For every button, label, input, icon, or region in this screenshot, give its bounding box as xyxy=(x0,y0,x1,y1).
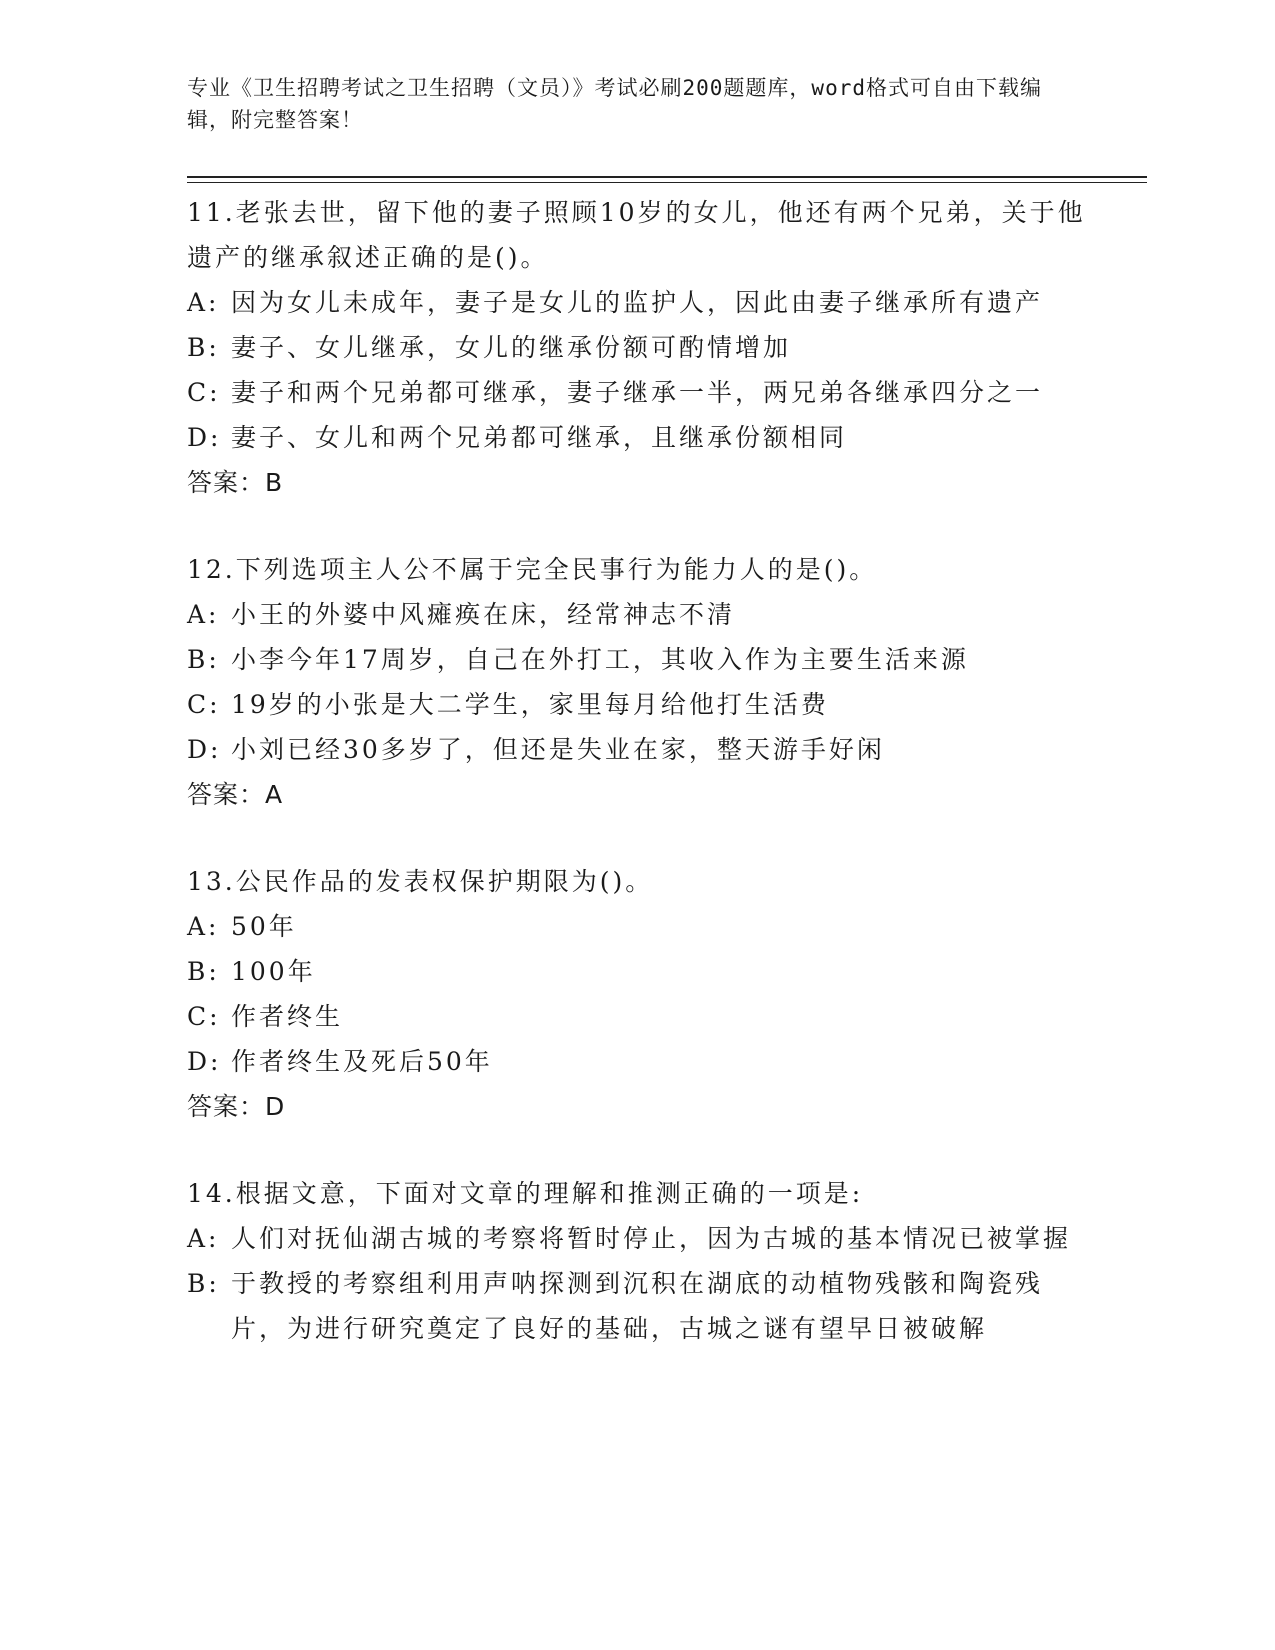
question-14 xyxy=(187,1171,1087,1351)
option-text: 100年 xyxy=(231,957,316,986)
option-letter: B: xyxy=(187,645,220,674)
option-text: 作者终生及死后50年 xyxy=(231,1047,493,1076)
option-text: 50年 xyxy=(231,912,297,941)
option-text: 妻子、女儿和两个兄弟都可继承，且继承份额相同 xyxy=(231,423,848,452)
answer-line: 答案：B xyxy=(187,468,284,497)
option-c xyxy=(187,370,1087,415)
option-letter: C: xyxy=(187,690,221,719)
option-letter: A: xyxy=(187,600,220,629)
option-a xyxy=(187,904,1087,949)
option-letter: D: xyxy=(187,423,222,452)
question-12 xyxy=(187,547,1087,817)
question-stem: 13.公民作品的发表权保护期限为()。 xyxy=(187,867,654,896)
option-letter: B: xyxy=(187,1269,220,1298)
option-d xyxy=(187,1039,1087,1084)
option-letter: A: xyxy=(187,1224,220,1253)
option-text: 因为女儿未成年，妻子是女儿的监护人，因此由妻子继承所有遗产 xyxy=(231,288,1044,317)
option-b xyxy=(187,637,1087,682)
option-letter: A: xyxy=(187,912,220,941)
option-letter: C: xyxy=(187,378,221,407)
option-text: 小王的外婆中风瘫痪在床，经常神志不清 xyxy=(231,600,736,629)
document-header-title: 专业《卫生招聘考试之卫生招聘（文员）》考试必刷200题题库，word格式可自由下载编辑，附完整答案！ xyxy=(187,76,1042,132)
option-letter: D: xyxy=(187,735,222,764)
option-text: 于教授的考察组利用声呐探测到沉积在湖底的动植物残骸和陶瓷残片，为进行研究奠定了良好的基础，古城之谜有望早日被破解 xyxy=(231,1269,1044,1343)
option-letter: C: xyxy=(187,1002,221,1031)
header-divider xyxy=(187,176,1147,178)
option-text: 妻子、女儿继承，女儿的继承份额可酌情增加 xyxy=(231,333,792,362)
question-stem: 14.根据文意，下面对文章的理解和推测正确的一项是: xyxy=(187,1179,864,1208)
option-letter: A: xyxy=(187,288,220,317)
option-b xyxy=(187,325,1087,370)
answer-line: 答案：D xyxy=(187,1092,286,1121)
option-b xyxy=(187,1261,1087,1351)
question-11 xyxy=(187,190,1087,505)
option-d xyxy=(187,727,1087,772)
option-text: 19岁的小张是大二学生，家里每月给他打生活费 xyxy=(231,690,829,719)
option-text: 小刘已经30多岁了，但还是失业在家，整天游手好闲 xyxy=(231,735,885,764)
option-a xyxy=(187,280,1087,325)
option-a xyxy=(187,592,1087,637)
option-letter: D: xyxy=(187,1047,222,1076)
option-text: 人们对抚仙湖古城的考察将暂时停止，因为古城的基本情况已被掌握 xyxy=(231,1224,1072,1253)
option-b xyxy=(187,949,1087,994)
option-a xyxy=(187,1216,1087,1261)
question-stem: 12.下列选项主人公不属于完全民事行为能力人的是()。 xyxy=(187,555,878,584)
option-c xyxy=(187,994,1087,1039)
option-text: 作者终生 xyxy=(231,1002,344,1031)
option-text: 小李今年17周岁，自己在外打工，其收入作为主要生活来源 xyxy=(231,645,969,674)
question-stem: 11.老张去世，留下他的妻子照顾10岁的女儿，他还有两个兄弟，关于他遗产的继承叙述正确的是()。 xyxy=(187,198,1086,272)
question-13 xyxy=(187,859,1087,1129)
option-letter: B: xyxy=(187,333,220,362)
header-divider-thin xyxy=(187,182,1147,183)
option-letter: B: xyxy=(187,957,220,986)
option-c xyxy=(187,682,1087,727)
answer-line: 答案：A xyxy=(187,780,284,809)
question-list xyxy=(187,190,1087,1393)
option-text: 妻子和两个兄弟都可继承，妻子继承一半，两兄弟各继承四分之一 xyxy=(231,378,1044,407)
option-d xyxy=(187,415,1087,460)
